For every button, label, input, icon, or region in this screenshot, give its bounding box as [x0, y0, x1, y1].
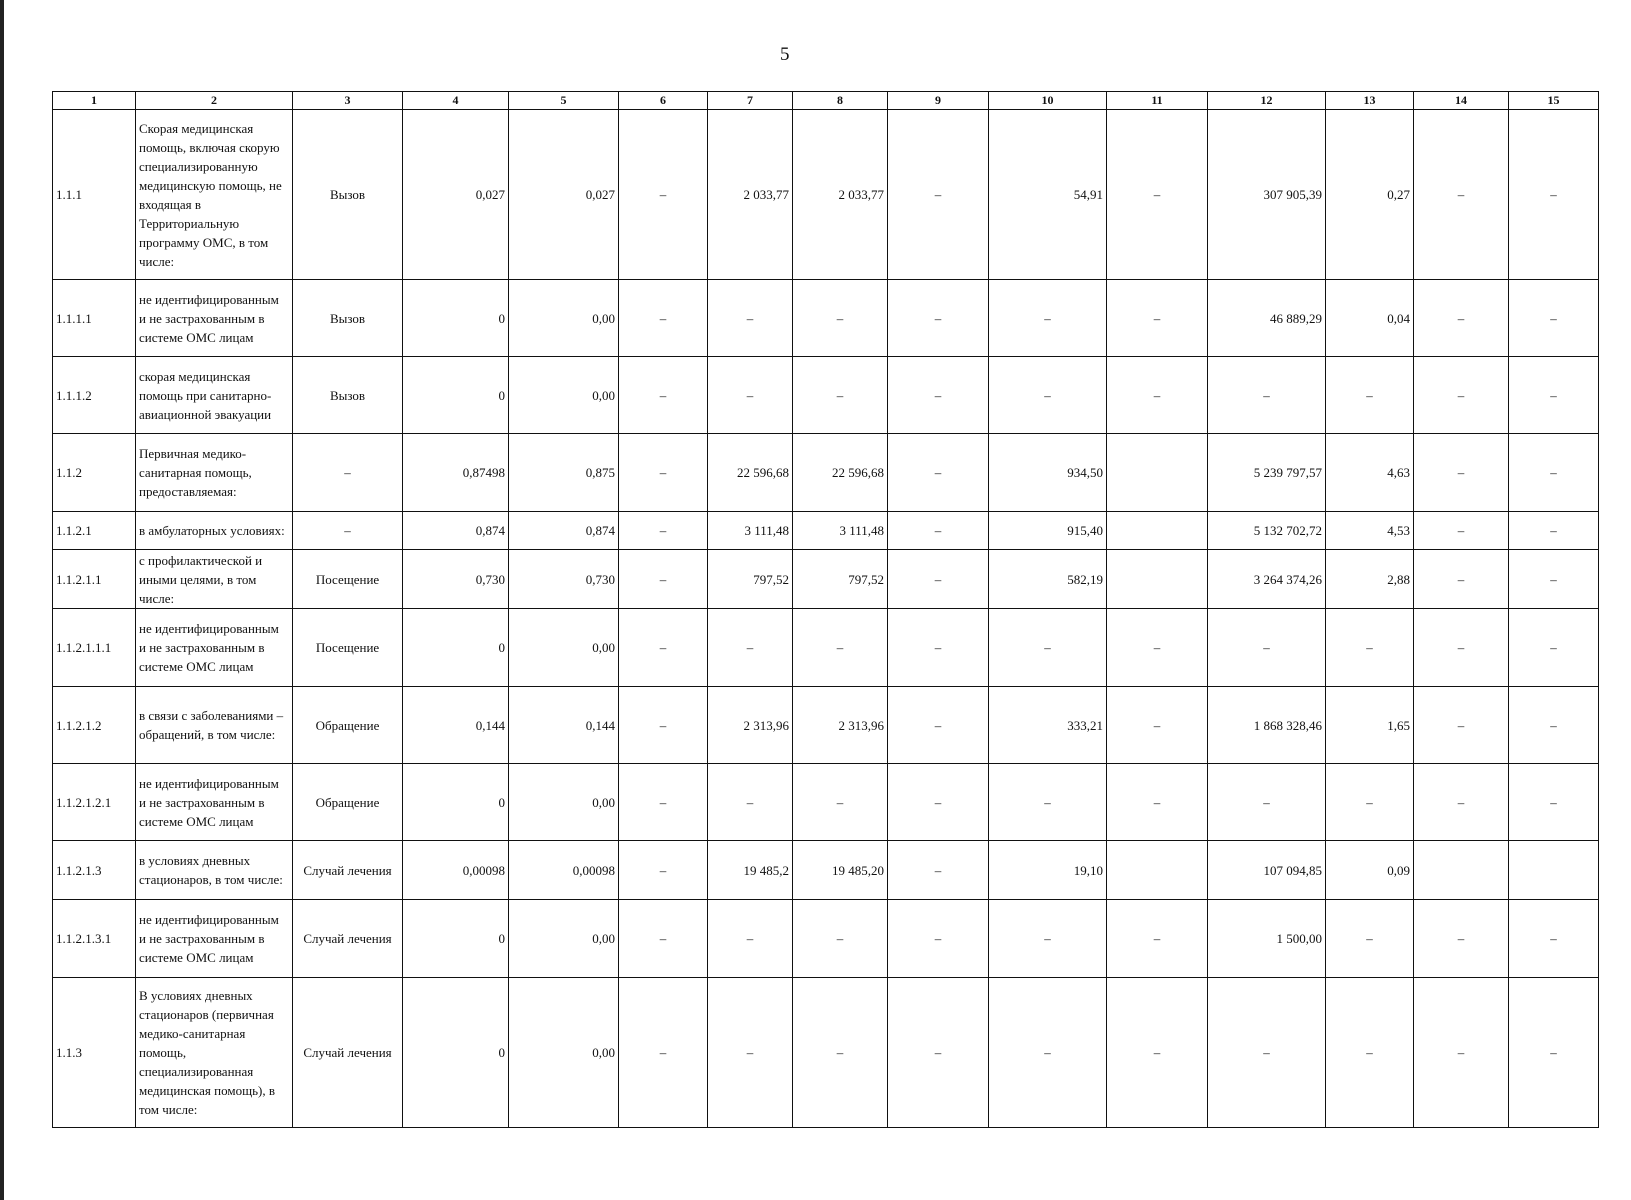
table-row — [53, 512, 1599, 550]
value-cell: 19 485,20 — [793, 841, 888, 900]
value-cell: – — [619, 900, 708, 978]
value-cell: 2 313,96 — [793, 687, 888, 764]
value-cell: – — [1326, 357, 1414, 434]
value-cell: – — [619, 609, 708, 687]
value-cell: 0 — [403, 764, 509, 841]
row-code-cell: 1.1.2 — [53, 434, 136, 512]
value-cell: – — [619, 512, 708, 550]
column-header-3: 3 — [293, 92, 403, 110]
value-cell: 0,144 — [509, 687, 619, 764]
value-cell: – — [708, 900, 793, 978]
value-cell: 0,730 — [403, 550, 509, 609]
value-cell: 4,53 — [1326, 512, 1414, 550]
value-cell: 307 905,39 — [1208, 110, 1326, 280]
table-row — [53, 280, 1599, 357]
row-code-cell: 1.1.2.1.3 — [53, 841, 136, 900]
value-cell: 0,874 — [403, 512, 509, 550]
value-cell: – — [619, 978, 708, 1128]
value-cell: – — [888, 110, 989, 280]
value-cell: – — [1509, 764, 1599, 841]
table-row — [53, 110, 1599, 280]
value-cell: 0,00 — [509, 978, 619, 1128]
row-code-cell: 1.1.1.2 — [53, 357, 136, 434]
value-cell: 0,027 — [509, 110, 619, 280]
value-cell: 2,88 — [1326, 550, 1414, 609]
row-description-cell: в амбулаторных условиях: — [136, 512, 293, 550]
value-cell: – — [989, 609, 1107, 687]
value-cell: – — [888, 841, 989, 900]
value-cell: – — [793, 280, 888, 357]
value-cell: 0 — [403, 280, 509, 357]
table-row — [53, 841, 1599, 900]
value-cell: – — [1414, 110, 1509, 280]
value-cell: – — [888, 900, 989, 978]
unit-cell: Вызов — [293, 357, 403, 434]
value-cell: – — [1414, 512, 1509, 550]
value-cell: 2 033,77 — [793, 110, 888, 280]
value-cell: 5 132 702,72 — [1208, 512, 1326, 550]
value-cell: – — [1107, 357, 1208, 434]
value-cell: 0,00098 — [509, 841, 619, 900]
value-cell: – — [1107, 978, 1208, 1128]
value-cell: 0,00098 — [403, 841, 509, 900]
column-header-4: 4 — [403, 92, 509, 110]
value-cell: 3 111,48 — [793, 512, 888, 550]
value-cell: – — [888, 434, 989, 512]
value-cell: 0,875 — [509, 434, 619, 512]
value-cell: 0,00 — [509, 280, 619, 357]
value-cell: – — [1107, 609, 1208, 687]
column-header-9: 9 — [888, 92, 989, 110]
row-code-cell: 1.1.2.1.2 — [53, 687, 136, 764]
column-header-7: 7 — [708, 92, 793, 110]
value-cell: 0,144 — [403, 687, 509, 764]
value-cell: – — [1107, 687, 1208, 764]
value-cell: – — [888, 280, 989, 357]
value-cell: 4,63 — [1326, 434, 1414, 512]
value-cell: 3 264 374,26 — [1208, 550, 1326, 609]
value-cell: – — [888, 550, 989, 609]
value-cell: 333,21 — [989, 687, 1107, 764]
value-cell: 1 500,00 — [1208, 900, 1326, 978]
value-cell: – — [1107, 900, 1208, 978]
value-cell: 0,00 — [509, 357, 619, 434]
value-cell: – — [1414, 764, 1509, 841]
value-cell: – — [708, 609, 793, 687]
value-cell: – — [888, 687, 989, 764]
value-cell: 934,50 — [989, 434, 1107, 512]
value-cell: – — [793, 978, 888, 1128]
table-row — [53, 978, 1599, 1128]
value-cell: – — [1208, 609, 1326, 687]
value-cell: – — [619, 280, 708, 357]
value-cell: 915,40 — [989, 512, 1107, 550]
column-header-1: 1 — [53, 92, 136, 110]
value-cell: – — [1107, 280, 1208, 357]
value-cell: 0,874 — [509, 512, 619, 550]
column-header-11: 11 — [1107, 92, 1208, 110]
value-cell: – — [888, 764, 989, 841]
value-cell: – — [1414, 550, 1509, 609]
value-cell: – — [619, 357, 708, 434]
table-row — [53, 550, 1599, 609]
table-row — [53, 900, 1599, 978]
row-description-cell: не идентифицированным и не застрахованным в системе ОМС лицам — [136, 280, 293, 357]
value-cell: – — [619, 841, 708, 900]
value-cell: – — [888, 357, 989, 434]
value-cell: 0,00 — [509, 764, 619, 841]
row-code-cell: 1.1.2.1.2.1 — [53, 764, 136, 841]
value-cell — [1107, 550, 1208, 609]
table-row — [53, 764, 1599, 841]
value-cell: – — [619, 110, 708, 280]
value-cell: – — [1326, 764, 1414, 841]
row-description-cell: не идентифицированным и не застрахованным в системе ОМС лицам — [136, 609, 293, 687]
unit-cell: Посещение — [293, 550, 403, 609]
value-cell: – — [1509, 280, 1599, 357]
unit-cell: Вызов — [293, 280, 403, 357]
value-cell: 0,27 — [1326, 110, 1414, 280]
tariff-table — [52, 91, 1599, 1128]
value-cell: – — [888, 512, 989, 550]
value-cell: – — [888, 978, 989, 1128]
column-header-13: 13 — [1326, 92, 1414, 110]
value-cell: 0,730 — [509, 550, 619, 609]
value-cell: – — [1509, 550, 1599, 609]
value-cell: 5 239 797,57 — [1208, 434, 1326, 512]
page-number: 5 — [780, 44, 790, 65]
row-description-cell: с профилактической и иными целями, в том числе: — [136, 550, 293, 609]
value-cell: 582,19 — [989, 550, 1107, 609]
value-cell: 0,00 — [509, 609, 619, 687]
row-description-cell: не идентифицированным и не застрахованным в системе ОМС лицам — [136, 764, 293, 841]
value-cell: 1,65 — [1326, 687, 1414, 764]
column-header-10: 10 — [989, 92, 1107, 110]
unit-cell: Случай лечения — [293, 841, 403, 900]
column-header-6: 6 — [619, 92, 708, 110]
value-cell: – — [1509, 609, 1599, 687]
value-cell — [1509, 841, 1599, 900]
table-row — [53, 687, 1599, 764]
value-cell: – — [1414, 434, 1509, 512]
value-cell: 54,91 — [989, 110, 1107, 280]
value-cell: 22 596,68 — [793, 434, 888, 512]
row-code-cell: 1.1.1 — [53, 110, 136, 280]
value-cell: – — [1326, 900, 1414, 978]
value-cell: 0,04 — [1326, 280, 1414, 357]
unit-cell: Обращение — [293, 687, 403, 764]
value-cell — [1107, 512, 1208, 550]
value-cell: 0 — [403, 609, 509, 687]
value-cell: 22 596,68 — [708, 434, 793, 512]
value-cell — [1107, 841, 1208, 900]
value-cell: 1 868 328,46 — [1208, 687, 1326, 764]
value-cell: 0 — [403, 357, 509, 434]
row-code-cell: 1.1.2.1.3.1 — [53, 900, 136, 978]
value-cell: 0,027 — [403, 110, 509, 280]
value-cell: 3 111,48 — [708, 512, 793, 550]
value-cell: – — [708, 357, 793, 434]
value-cell: – — [708, 764, 793, 841]
column-header-14: 14 — [1414, 92, 1509, 110]
value-cell: 0,87498 — [403, 434, 509, 512]
value-cell: 797,52 — [793, 550, 888, 609]
value-cell: – — [989, 978, 1107, 1128]
unit-cell: – — [293, 434, 403, 512]
row-description-cell: В условиях дневных стационаров (первичная медико-санитарная помощь, специализированная медицинская помощь), в том числе: — [136, 978, 293, 1128]
row-description-cell: Первичная медико-санитарная помощь, предоставляемая: — [136, 434, 293, 512]
row-code-cell: 1.1.2.1.1.1 — [53, 609, 136, 687]
header-row — [53, 92, 1599, 110]
value-cell: 107 094,85 — [1208, 841, 1326, 900]
table-row — [53, 609, 1599, 687]
value-cell: – — [1107, 764, 1208, 841]
value-cell: – — [1509, 110, 1599, 280]
value-cell: – — [708, 978, 793, 1128]
value-cell: 2 313,96 — [708, 687, 793, 764]
value-cell: – — [1414, 280, 1509, 357]
value-cell: 46 889,29 — [1208, 280, 1326, 357]
row-code-cell: 1.1.3 — [53, 978, 136, 1128]
value-cell: – — [619, 550, 708, 609]
row-description-cell: в условиях дневных стационаров, в том числе: — [136, 841, 293, 900]
value-cell: – — [1414, 900, 1509, 978]
value-cell: – — [708, 280, 793, 357]
value-cell: – — [793, 900, 888, 978]
value-cell: 19,10 — [989, 841, 1107, 900]
column-header-5: 5 — [509, 92, 619, 110]
row-description-cell: Скорая медицинская помощь, включая скорую специализированную медицинскую помощь, не входящая в Территориальную программу ОМС, в том числе: — [136, 110, 293, 280]
value-cell — [1107, 434, 1208, 512]
column-header-8: 8 — [793, 92, 888, 110]
unit-cell: Случай лечения — [293, 900, 403, 978]
value-cell: 2 033,77 — [708, 110, 793, 280]
unit-cell: Посещение — [293, 609, 403, 687]
column-header-2: 2 — [136, 92, 293, 110]
table-row — [53, 357, 1599, 434]
value-cell: – — [1414, 357, 1509, 434]
value-cell: – — [1414, 978, 1509, 1128]
value-cell: 19 485,2 — [708, 841, 793, 900]
value-cell: – — [1107, 110, 1208, 280]
table-row — [53, 434, 1599, 512]
row-code-cell: 1.1.2.1.1 — [53, 550, 136, 609]
scan-edge — [0, 0, 4, 1200]
value-cell: – — [1414, 609, 1509, 687]
value-cell: – — [619, 764, 708, 841]
row-code-cell: 1.1.2.1 — [53, 512, 136, 550]
value-cell: – — [1509, 357, 1599, 434]
value-cell: – — [1509, 900, 1599, 978]
value-cell: – — [619, 434, 708, 512]
value-cell: – — [1509, 434, 1599, 512]
value-cell: 0 — [403, 900, 509, 978]
value-cell: – — [989, 357, 1107, 434]
unit-cell: – — [293, 512, 403, 550]
table-body — [53, 110, 1599, 1128]
column-header-12: 12 — [1208, 92, 1326, 110]
value-cell: – — [1326, 978, 1414, 1128]
value-cell: 0,09 — [1326, 841, 1414, 900]
unit-cell: Случай лечения — [293, 978, 403, 1128]
value-cell: – — [793, 764, 888, 841]
value-cell: – — [1326, 609, 1414, 687]
value-cell: – — [1509, 687, 1599, 764]
value-cell: – — [793, 609, 888, 687]
row-description-cell: не идентифицированным и не застрахованным в системе ОМС лицам — [136, 900, 293, 978]
value-cell: 0,00 — [509, 900, 619, 978]
value-cell: – — [989, 900, 1107, 978]
value-cell: – — [989, 764, 1107, 841]
unit-cell: Обращение — [293, 764, 403, 841]
value-cell: – — [1509, 978, 1599, 1128]
value-cell: – — [1208, 764, 1326, 841]
value-cell — [1414, 841, 1509, 900]
value-cell: – — [989, 280, 1107, 357]
value-cell: – — [619, 687, 708, 764]
value-cell: – — [1208, 978, 1326, 1128]
value-cell: 797,52 — [708, 550, 793, 609]
value-cell: – — [1509, 512, 1599, 550]
value-cell: – — [1414, 687, 1509, 764]
row-description-cell: в связи с заболеваниями – обращений, в том числе: — [136, 687, 293, 764]
value-cell: – — [1208, 357, 1326, 434]
column-header-15: 15 — [1509, 92, 1599, 110]
value-cell: – — [793, 357, 888, 434]
row-description-cell: скорая медицинская помощь при санитарно-авиационной эвакуации — [136, 357, 293, 434]
value-cell: 0 — [403, 978, 509, 1128]
unit-cell: Вызов — [293, 110, 403, 280]
row-code-cell: 1.1.1.1 — [53, 280, 136, 357]
value-cell: – — [888, 609, 989, 687]
